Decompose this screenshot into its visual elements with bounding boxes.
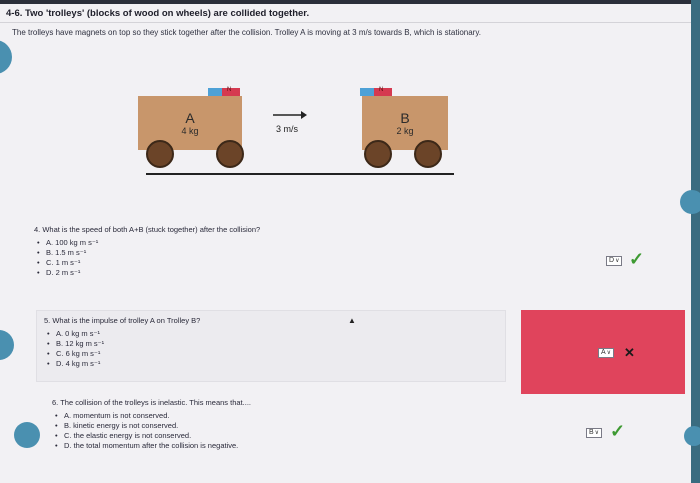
question-4-text: 4. What is the speed of both A+B (stuck together) after the collision? (34, 225, 261, 234)
magnet-north-pole (374, 88, 392, 96)
question-5-text: 5. What is the impulse of trolley A on Trolley B? (44, 316, 201, 325)
question-6 (52, 398, 251, 451)
question-6-text: 6. The collision of the trolleys is inelastic. This means that.... (52, 398, 251, 407)
option-item: • C. 6 kg m s⁻¹ (44, 349, 200, 359)
trolley-diagram (130, 80, 470, 180)
option-item: • D. 4 kg m s⁻¹ (44, 359, 200, 369)
velocity-label: 3 m/s (276, 124, 299, 134)
option-item: • B. kinetic energy is not conserved. (52, 421, 251, 431)
selected-answer: D (609, 257, 615, 264)
decorative-circle (0, 40, 12, 74)
magnet-a (208, 88, 240, 96)
top-bar (0, 0, 700, 4)
check-icon: ✓ (629, 249, 645, 269)
question-4 (34, 225, 260, 278)
decorative-circle (0, 330, 14, 360)
chevron-down-icon: ∨ (615, 258, 620, 264)
question-5-answer-select[interactable] (598, 348, 614, 358)
right-edge-strip (691, 0, 700, 483)
title-divider (0, 22, 700, 23)
magnet-south-pole (208, 88, 222, 96)
option-item: • A. 100 kg m s⁻¹ (34, 238, 260, 248)
magnet-south-pole (360, 88, 374, 96)
question-6-options (52, 411, 251, 451)
chevron-down-icon: ∨ (606, 350, 612, 356)
decorative-circle (684, 426, 700, 446)
trolley-a-mass: 4 kg (181, 125, 199, 136)
trolley-a-wheel-left (146, 140, 174, 168)
trolley-b-name: B (400, 109, 410, 126)
trolley-b-wheel-right (414, 140, 442, 168)
decorative-circle (680, 190, 700, 214)
option-item: • A. 0 kg m s⁻¹ (44, 329, 200, 339)
question-4-answer-select[interactable] (606, 256, 622, 266)
magnet-b (360, 88, 392, 96)
selected-answer: A (601, 349, 606, 356)
question-6-answer-select[interactable] (586, 428, 602, 438)
option-item: • B. 12 kg m s⁻¹ (44, 339, 200, 349)
velocity-arrow-icon (272, 110, 308, 120)
option-item: • C. the elastic energy is not conserved. (52, 431, 251, 441)
question-title: 4-6. Two 'trolleys' (blocks of wood on wheels) are collided together. (6, 8, 310, 19)
magnet-north-pole (222, 88, 240, 96)
question-4-options (34, 238, 260, 278)
option-item: • B. 1.5 m s⁻¹ (34, 248, 260, 258)
selected-answer: B (589, 429, 594, 436)
check-icon: ✓ (610, 421, 626, 441)
option-item: • D. the total momentum after the collision is negative. (52, 441, 251, 451)
question-intro: The trolleys have magnets on top so they stick together after the collision. Trolley A is moving at 3 m/s towards B, which is stationary. (12, 28, 481, 37)
cross-icon: ✕ (624, 345, 635, 360)
question-5 (44, 316, 200, 369)
option-item: • D. 2 m s⁻¹ (34, 268, 260, 278)
decorative-circle (14, 422, 40, 448)
trolley-a-name: A (185, 109, 195, 126)
chevron-down-icon: ∨ (594, 430, 600, 436)
trolley-b-wheel-left (364, 140, 392, 168)
trolley-b-mass: 2 kg (396, 125, 414, 136)
trolley-a-wheel-right (216, 140, 244, 168)
option-item: • C. 1 m s⁻¹ (34, 258, 260, 268)
option-item: • A. momentum is not conserved. (52, 411, 251, 421)
ground-line (146, 173, 454, 175)
question-5-options (44, 329, 200, 369)
mouse-cursor-icon: ▲ (348, 316, 356, 325)
